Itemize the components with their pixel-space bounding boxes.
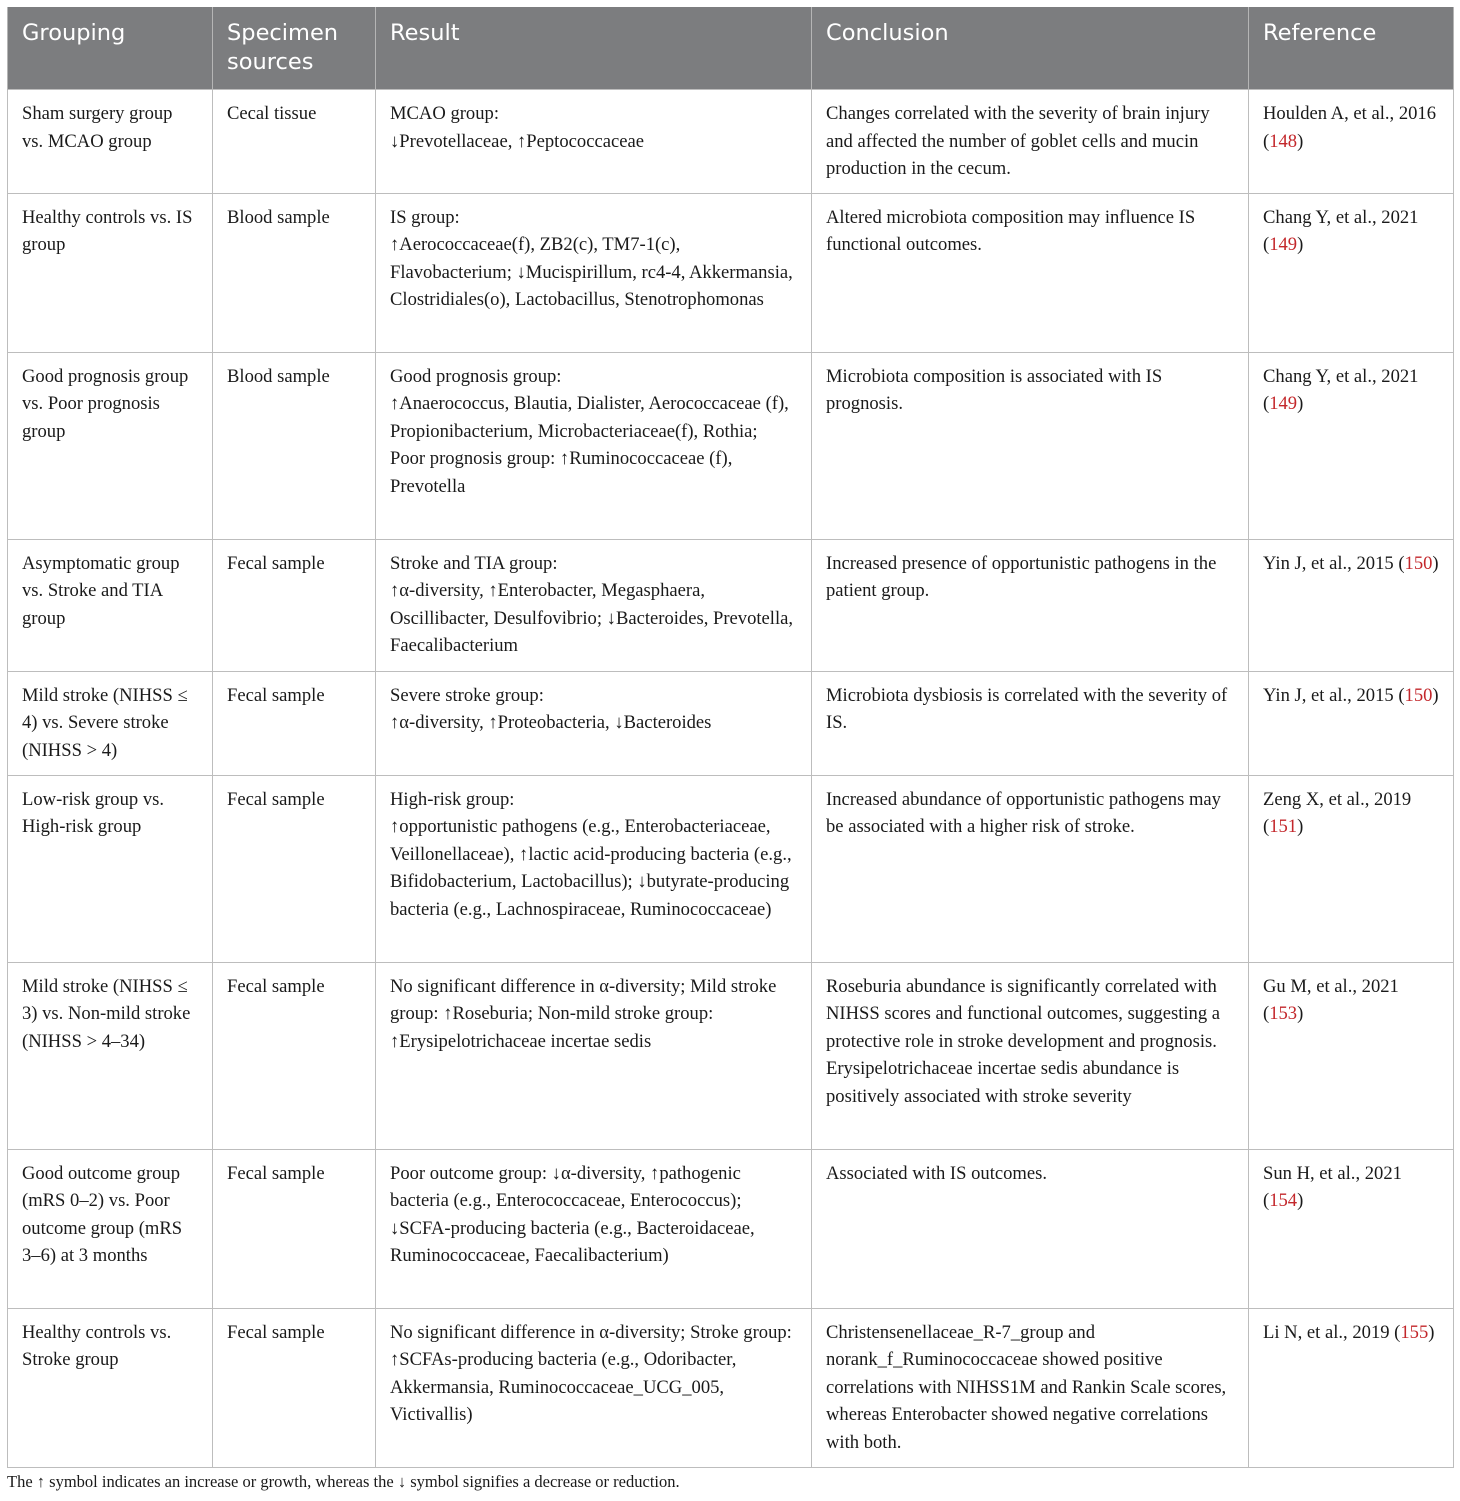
table-row bbox=[8, 90, 1454, 194]
reference-year: 2021 bbox=[1361, 975, 1399, 997]
cell-result bbox=[376, 193, 812, 352]
table-row bbox=[8, 352, 1454, 539]
result-line: ↑Aerococcaceae(f), ZB2(c), TM7-1(c), Flavobacterium; ↓Mucispirillum, rc4-4, Akkermansia, Clostridiales(o), Lactobacillus, Stenotrophomonas bbox=[390, 234, 793, 310]
table-body bbox=[8, 90, 1454, 1468]
result-line: ↓Prevotellaceae, ↑Peptococcaceae bbox=[390, 130, 644, 152]
result-line: IS group: bbox=[390, 206, 460, 228]
cell-conclusion: Changes correlated with the severity of brain injury and affected the number of goblet cells and mucin production in the cecum. bbox=[812, 90, 1249, 194]
reference-link[interactable]: 150 bbox=[1404, 684, 1433, 706]
table-row bbox=[8, 539, 1454, 671]
cell-reference: Sun H, et al., 2021 (154) bbox=[1249, 1149, 1454, 1308]
reference-link[interactable]: 155 bbox=[1400, 1321, 1429, 1343]
cell-specimen-source: Blood sample bbox=[213, 352, 376, 539]
cell-reference: Chang Y, et al., 2021 (149) bbox=[1249, 193, 1454, 352]
reference-year: 2019 bbox=[1374, 788, 1412, 810]
reference-author: Houlden A, et al., bbox=[1263, 103, 1395, 124]
table-footnote: The ↑ symbol indicates an increase or growth, whereas the ↓ symbol signifies a decrease or reduction. bbox=[7, 1472, 680, 1491]
cell-specimen-source: Fecal sample bbox=[213, 775, 376, 962]
cell-reference: Chang Y, et al., 2021 (149) bbox=[1249, 352, 1454, 539]
table-row bbox=[8, 1149, 1454, 1308]
reference-year: 2019 bbox=[1352, 1321, 1390, 1343]
cell-conclusion: Microbiota dysbiosis is correlated with the severity of IS. bbox=[812, 671, 1249, 775]
reference-year: 2015 bbox=[1356, 684, 1394, 706]
cell-reference: Li N, et al., 2019 (155) bbox=[1249, 1308, 1454, 1467]
reference-link[interactable]: 150 bbox=[1404, 552, 1433, 574]
result-line: ↑α-diversity, ↑Enterobacter, Megasphaera, Oscillibacter, Desulfovibrio; ↓Bacteroides, Prevotella, Faecalibacterium bbox=[390, 580, 794, 656]
cell-reference: Gu M, et al., 2021 (153) bbox=[1249, 962, 1454, 1149]
cell-specimen-source: Blood sample bbox=[213, 193, 376, 352]
reference-year: 2016 bbox=[1398, 103, 1437, 124]
cell-result bbox=[376, 352, 812, 539]
cell-specimen-source: Fecal sample bbox=[213, 1149, 376, 1308]
result-line: ↑α-diversity, ↑Proteobacteria, ↓Bacteroides bbox=[390, 712, 712, 733]
table-row bbox=[8, 671, 1454, 775]
cell-reference: Yin J, et al., 2015 (150) bbox=[1249, 539, 1454, 671]
cell-conclusion: Increased abundance of opportunistic pathogens may be associated with a higher risk of stroke. bbox=[812, 775, 1249, 962]
cell-result bbox=[376, 90, 812, 194]
table-row bbox=[8, 775, 1454, 962]
reference-year: 2021 bbox=[1364, 1162, 1402, 1184]
cell-conclusion: Altered microbiota composition may influence IS functional outcomes. bbox=[812, 193, 1249, 352]
reference-author: Sun H, et al., bbox=[1263, 1162, 1361, 1184]
result-line: ↑SCFAs-producing bacteria (e.g., Odoribacter, Akkermansia, Ruminococcaceae_UCG_005, Victivallis) bbox=[390, 1349, 737, 1425]
cell-specimen-source: Fecal sample bbox=[213, 1308, 376, 1467]
result-line: Poor outcome group: ↓α-diversity, ↑pathogenic bacteria (e.g., Enterococcaceae, Enterococcus); ↓SCFA-producing bacteria (e.g., Bacteroidaceae, Ruminococcaceae, Faecalibacterium) bbox=[390, 1162, 755, 1266]
reference-author: Yin J, et al., bbox=[1263, 552, 1352, 574]
result-line: No significant difference in α-diversity; Stroke group: bbox=[390, 1321, 792, 1343]
cell-grouping: Healthy controls vs. Stroke group bbox=[8, 1308, 213, 1467]
header-grouping: Grouping bbox=[8, 7, 213, 90]
cell-conclusion: Increased presence of opportunistic pathogens in the patient group. bbox=[812, 539, 1249, 671]
reference-author: Yin J, et al., bbox=[1263, 684, 1352, 706]
cell-specimen-source: Fecal sample bbox=[213, 962, 376, 1149]
cell-conclusion: Microbiota composition is associated with IS prognosis. bbox=[812, 352, 1249, 539]
result-line: Good prognosis group: bbox=[390, 365, 562, 387]
cell-reference: Houlden A, et al., 2016 (148) bbox=[1249, 90, 1454, 194]
cell-result bbox=[376, 775, 812, 962]
cell-specimen-source: Cecal tissue bbox=[213, 90, 376, 194]
header-conclusion: Conclusion bbox=[812, 7, 1249, 90]
cell-result bbox=[376, 539, 812, 671]
cell-reference: Zeng X, et al., 2019 (151) bbox=[1249, 775, 1454, 962]
table-row bbox=[8, 962, 1454, 1149]
reference-year: 2021 bbox=[1381, 365, 1419, 387]
result-line: High-risk group: bbox=[390, 788, 515, 810]
cell-specimen-source: Fecal sample bbox=[213, 671, 376, 775]
cell-conclusion: Christensenellaceae_R-7_group and norank_f_Ruminococcaceae showed positive correlations with NIHSS1M and Rankin Scale scores, whereas Enterobacter showed negative correlations with both. bbox=[812, 1308, 1249, 1467]
cell-grouping: Good outcome group (mRS 0–2) vs. Poor outcome group (mRS 3–6) at 3 months bbox=[8, 1149, 213, 1308]
cell-result bbox=[376, 1308, 812, 1467]
reference-link[interactable]: 151 bbox=[1269, 816, 1298, 837]
reference-link[interactable]: 149 bbox=[1269, 234, 1298, 255]
cell-reference: Yin J, et al., 2015 (150) bbox=[1249, 671, 1454, 775]
result-line: ↑Anaerococcus, Blautia, Dialister, Aerococcaceae (f), Propionibacterium, Microbacteriaceae(f), Rothia; bbox=[390, 393, 789, 442]
reference-link[interactable]: 148 bbox=[1269, 130, 1298, 152]
cell-specimen-source: Fecal sample bbox=[213, 539, 376, 671]
reference-author: Chang Y, et al., bbox=[1263, 206, 1377, 228]
header-result: Result bbox=[376, 7, 812, 90]
reference-year: 2015 bbox=[1356, 552, 1394, 574]
result-line: ↑opportunistic pathogens (e.g., Enterobacteriaceae, Veillonellaceae), ↑lactic acid-producing bacteria (e.g., Bifidobacterium, Lactobacillus); ↓butyrate-producing bacteria (e.g., Lachnospiraceae, Ruminococcaceae) bbox=[390, 816, 792, 920]
result-line: MCAO group: bbox=[390, 103, 499, 124]
cell-conclusion: Roseburia abundance is significantly correlated with NIHSS scores and functional outcomes, suggesting a protective role in stroke development and prognosis. Erysipelotrichaceae incertae sedis abundance is positively associated with stroke severity bbox=[812, 962, 1249, 1149]
cell-grouping: Good prognosis group vs. Poor prognosis group bbox=[8, 352, 213, 539]
cell-grouping: Low-risk group vs. High-risk group bbox=[8, 775, 213, 962]
cell-result bbox=[376, 671, 812, 775]
cell-grouping: Mild stroke (NIHSS ≤ 3) vs. Non-mild stroke (NIHSS > 4–34) bbox=[8, 962, 213, 1149]
data-table bbox=[7, 7, 1454, 1468]
reference-link[interactable]: 153 bbox=[1269, 1003, 1298, 1024]
result-line: Poor prognosis group: ↑Ruminococcaceae (f), Prevotella bbox=[390, 448, 733, 497]
header-row bbox=[8, 7, 1454, 90]
cell-grouping: Sham surgery group vs. MCAO group bbox=[8, 90, 213, 194]
cell-conclusion: Associated with IS outcomes. bbox=[812, 1149, 1249, 1308]
result-line: No significant difference in α-diversity; Mild stroke group: ↑Roseburia; Non-mild stroke group: ↑Erysipelotrichaceae incertae sedis bbox=[390, 975, 777, 1052]
cell-result bbox=[376, 962, 812, 1149]
reference-link[interactable]: 154 bbox=[1269, 1190, 1298, 1211]
cell-grouping: Asymptomatic group vs. Stroke and TIA group bbox=[8, 539, 213, 671]
result-line: Stroke and TIA group: bbox=[390, 552, 558, 574]
header-specimen-sources: Specimen sources bbox=[213, 7, 376, 90]
header-reference: Reference bbox=[1249, 7, 1454, 90]
reference-author: Li N, et al., bbox=[1263, 1321, 1348, 1343]
cell-result bbox=[376, 1149, 812, 1308]
reference-author: Gu M, et al., bbox=[1263, 975, 1357, 997]
reference-author: Chang Y, et al., bbox=[1263, 365, 1377, 387]
result-line: Severe stroke group: bbox=[390, 684, 544, 706]
reference-year: 2021 bbox=[1381, 206, 1419, 228]
reference-author: Zeng X, et al., bbox=[1263, 788, 1370, 810]
cell-grouping: Mild stroke (NIHSS ≤ 4) vs. Severe stroke (NIHSS > 4) bbox=[8, 671, 213, 775]
cell-grouping: Healthy controls vs. IS group bbox=[8, 193, 213, 352]
table-row bbox=[8, 193, 1454, 352]
data-table-container bbox=[7, 7, 1453, 1468]
table-row bbox=[8, 1308, 1454, 1467]
reference-link[interactable]: 149 bbox=[1269, 393, 1298, 414]
